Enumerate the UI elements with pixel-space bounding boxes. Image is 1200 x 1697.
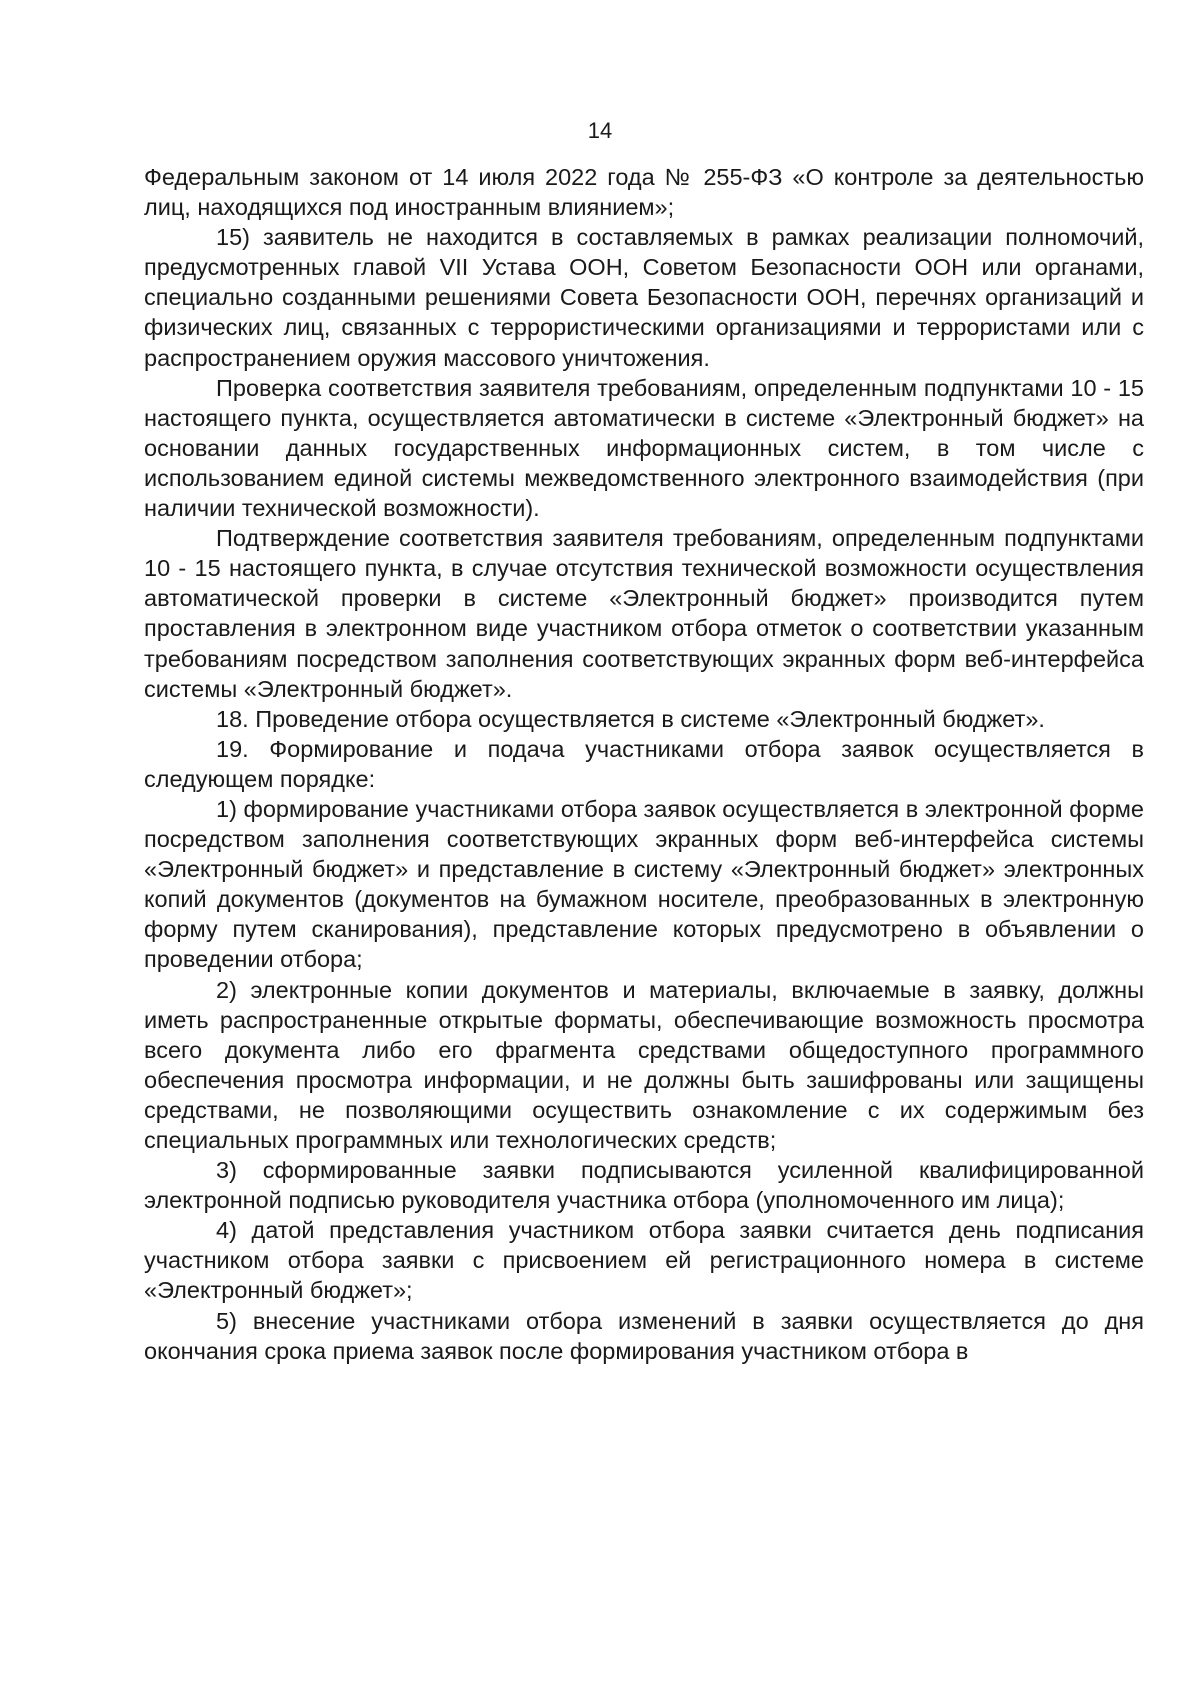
paragraph: Проверка соответствия заявителя требованиям, определенным подпунктами 10 - 15 настоящего пункта, осуществляется автоматически в системе «Электронный бюджет» на основании данных государственных информационных систем, в том числе с использованием единой системы межведомственного электронного взаимодействия (при наличии технической возможности). <box>144 374 1144 522</box>
paragraph: 5) внесение участниками отбора изменений в заявки осуществляется до дня окончания срока приема заявок после формирования участником отбора в <box>144 1307 1144 1364</box>
paragraph: 4) датой представления участником отбора заявки считается день подписания участником отбора заявки с присвоением ей регистрационного номера в системе «Электронный бюджет»; <box>144 1217 1144 1304</box>
paragraph: 15) заявитель не находится в составляемых в рамках реализации полномочий, предусмотренных главой VII Устава ООН, Советом Безопасности ООН или органами, специально созданными решениями Совета Безопасности ООН, перечнях организаций и физических лиц, связанных с террористическими организациями и террористами или с распространением оружия массового уничтожения. <box>144 224 1144 371</box>
paragraph: 3) сформированные заявки подписываются усиленной квалифицированной электронной подписью руководителя участника отбора (уполномоченного им лица); <box>144 1157 1144 1214</box>
paragraph: Федеральным законом от 14 июля 2022 года № 255-ФЗ «О контроле за деятельностью лиц, находящихся под иностранным влиянием»; <box>144 164 1144 221</box>
paragraph: 1) формирование участниками отбора заявок осуществляется в электронной форме посредством заполнения соответствующих экранных форм веб-интерфейса системы «Электронный бюджет» и представление в систему «Электронный бюджет» электронных копий документов (документов на бумажном носителе, преобразованных в электронную форму путем сканирования), представление которых предусмотрено в объявлении о проведении отбора; <box>144 795 1144 973</box>
paragraph: 2) электронные копии документов и материалы, включаемые в заявку, должны иметь распространенные открытые форматы, обеспечивающие возможность просмотра всего документа либо его фрагмента средствами общедоступного программного обеспечения просмотра информации, и не должны быть зашифрованы или защищены средствами, не позволяющими осуществить ознакомление с их содержимым без специальных программных или технологических средств; <box>144 976 1144 1153</box>
paragraph: Подтверждение соответствия заявителя требованиям, определенным подпунктами 10 - 15 настоящего пункта, в случае отсутствия технической возможности осуществления автоматической проверки в системе «Электронный бюджет» производится путем проставления в электронном виде участником отбора отметок о соответствии указанным требованиям посредством заполнения соответствующих экранных форм веб-интерфейса системы «Электронный бюджет». <box>144 525 1144 702</box>
paragraph: 19. Формирование и подача участниками отбора заявок осуществляется в следующем порядке: <box>144 735 1144 792</box>
page-number: 14 <box>587 118 613 143</box>
paragraph: 18. Проведение отбора осуществляется в системе «Электронный бюджет». <box>216 705 1045 732</box>
document-body <box>144 162 1144 1366</box>
